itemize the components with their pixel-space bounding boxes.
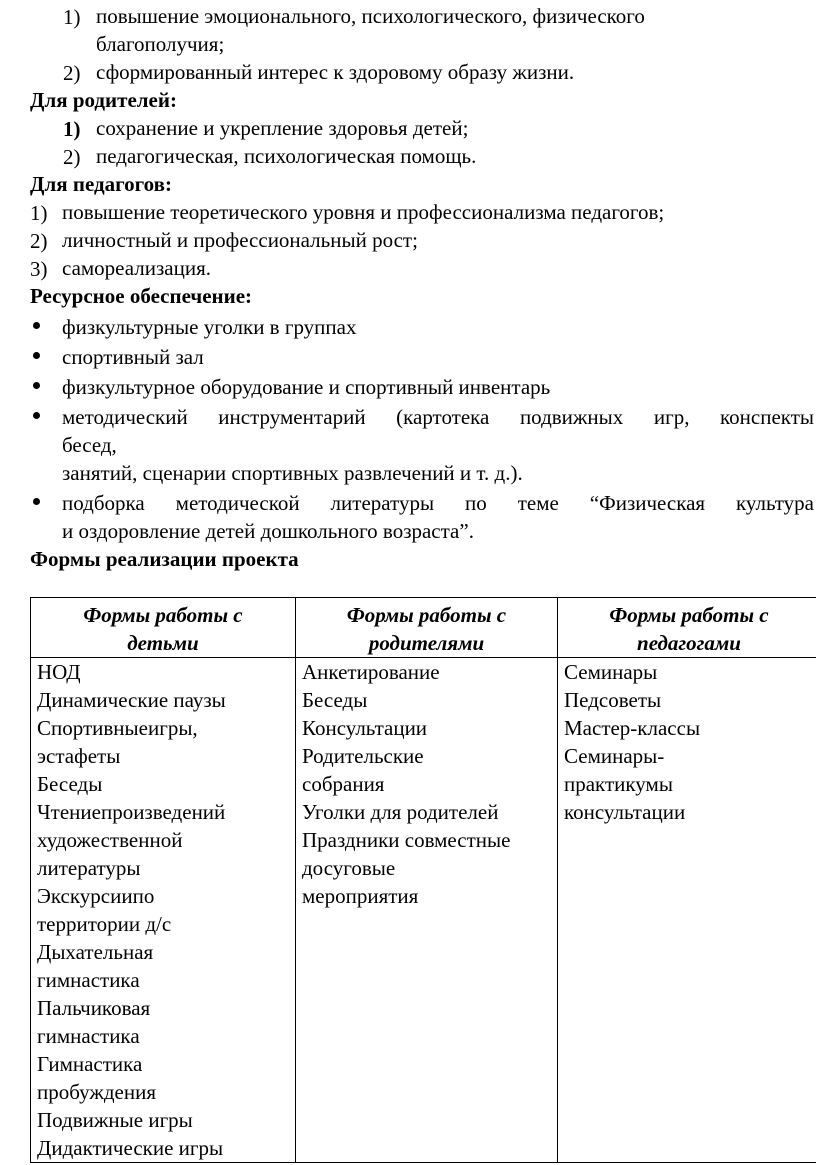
bullet-icon	[33, 322, 40, 329]
bullet-icon	[33, 382, 40, 389]
bullet-icon	[33, 352, 40, 359]
cell-line: пробуждения	[37, 1080, 156, 1104]
word: Спортивные	[37, 716, 148, 740]
forms-heading: Формы реализации проекта	[30, 547, 299, 571]
header-line: детьми	[127, 631, 199, 655]
forms-table	[30, 597, 816, 1163]
cell-line: литературы	[37, 856, 141, 880]
cell-line: Пальчиковая	[37, 996, 151, 1020]
bullet-item-text-cont: занятий, сценарии спортивных развлечений и т. д.).	[62, 461, 523, 485]
word: методический	[62, 405, 188, 429]
bullet-item-text: физкультурное оборудование и спортивный инвентарь	[62, 375, 551, 399]
word: Экскурсии	[37, 884, 133, 908]
teachers-heading: Для педагогов:	[30, 172, 172, 196]
list-item-text-cont: благополучия;	[96, 32, 225, 56]
bullet-item-text: подборка методической литературы по теме “Физическая культура	[62, 491, 814, 515]
table-header-row	[31, 598, 816, 658]
list-number: 1)	[30, 201, 48, 225]
cell-children	[31, 658, 296, 1163]
cell-line: Педсоветы	[564, 688, 662, 712]
cell-line: досуговые	[302, 856, 396, 880]
list-number: 2)	[63, 61, 81, 85]
cell-line: Беседы	[37, 772, 103, 796]
cell-line: Родительские	[302, 744, 424, 768]
list-item-text: сохранение и укрепление здоровья детей;	[96, 116, 469, 140]
header-line: родителями	[368, 631, 485, 655]
resources-heading: Ресурсное обеспечение:	[30, 284, 253, 308]
cell-line: художественной	[37, 828, 183, 852]
cell-teachers	[558, 658, 816, 1163]
list-item-text: повышение теоретического уровня и профессионализма педагогов;	[62, 200, 665, 224]
list-item-text: педагогическая, психологическая помощь.	[96, 144, 477, 168]
bullet-icon	[33, 412, 40, 419]
word: игры,	[147, 716, 198, 740]
list-item-text: личностный и профессиональный рост;	[62, 228, 418, 252]
list-number: 1)	[63, 117, 81, 141]
list-item-text: самореализация.	[62, 256, 211, 280]
list-number: 2)	[63, 145, 81, 169]
cell-line: Консультации	[302, 716, 428, 740]
cell-line: НОД	[37, 660, 81, 684]
cell-line: Уголки для родителей	[302, 800, 499, 824]
word: произведений	[100, 800, 226, 824]
cell-line: консультации	[564, 800, 686, 824]
cell-line-justified	[37, 714, 289, 742]
bullet-item-text-cont: и оздоровление детей дошкольного возраста”.	[62, 519, 474, 543]
word: игр,	[653, 405, 690, 429]
word: Чтение	[37, 800, 101, 824]
word: (картотека	[396, 405, 490, 429]
cell-line: мероприятия	[302, 884, 419, 908]
cell-line: Подвижные игры	[37, 1108, 193, 1132]
cell-line: Семинары-	[564, 744, 665, 768]
cell-line: Семинары	[564, 660, 658, 684]
cell-line: территории д/с	[37, 912, 172, 936]
word: подвижных	[519, 405, 624, 429]
word: по	[132, 884, 155, 908]
bullet-icon	[33, 498, 40, 505]
cell-line: собрания	[302, 772, 385, 796]
cell-line: практикумы	[564, 772, 673, 796]
cell-line: Мастер-классы	[564, 716, 701, 740]
word: инструментарий	[218, 405, 366, 429]
header-line: Формы работы с	[346, 603, 507, 627]
list-item-text: повышение эмоционального, психологического, физического	[96, 4, 645, 28]
cell-parents	[296, 658, 558, 1163]
header-line: Формы работы с	[83, 603, 243, 627]
cell-line: Динамические паузы	[37, 688, 226, 712]
list-number: 1)	[63, 5, 81, 29]
header-line: Формы работы с	[609, 603, 769, 627]
list-number: 3)	[30, 257, 48, 281]
word: конспекты	[720, 405, 814, 429]
parents-heading: Для родителей:	[30, 88, 177, 112]
bullet-item-text	[62, 403, 814, 431]
header-line: педагогами	[637, 631, 741, 655]
list-number: 2)	[30, 229, 48, 253]
header-teachers	[558, 598, 816, 658]
cell-line: эстафеты	[37, 744, 121, 768]
cell-line: Праздники совместные	[302, 828, 511, 852]
cell-line-justified	[37, 882, 289, 910]
cell-line: Беседы	[302, 688, 368, 712]
table-row	[31, 658, 816, 1163]
cell-line: Дидактические игры	[37, 1136, 224, 1160]
list-item-text: сформированный интерес к здоровому образу жизни.	[96, 60, 575, 84]
header-parents	[296, 598, 558, 658]
cell-line: гимнастика	[37, 1024, 140, 1048]
bullet-item-text: спортивный зал	[62, 345, 204, 369]
cell-line: Дыхательная	[37, 940, 154, 964]
header-children	[31, 598, 296, 658]
cell-line-justified	[37, 798, 289, 826]
bullet-item-text: физкультурные уголки в группах	[62, 315, 357, 339]
cell-line: гимнастика	[37, 968, 140, 992]
cell-line: Анкетирование	[302, 660, 440, 684]
cell-line: Гимнастика	[37, 1052, 143, 1076]
bullet-item-text-cont: бесед,	[62, 433, 117, 457]
